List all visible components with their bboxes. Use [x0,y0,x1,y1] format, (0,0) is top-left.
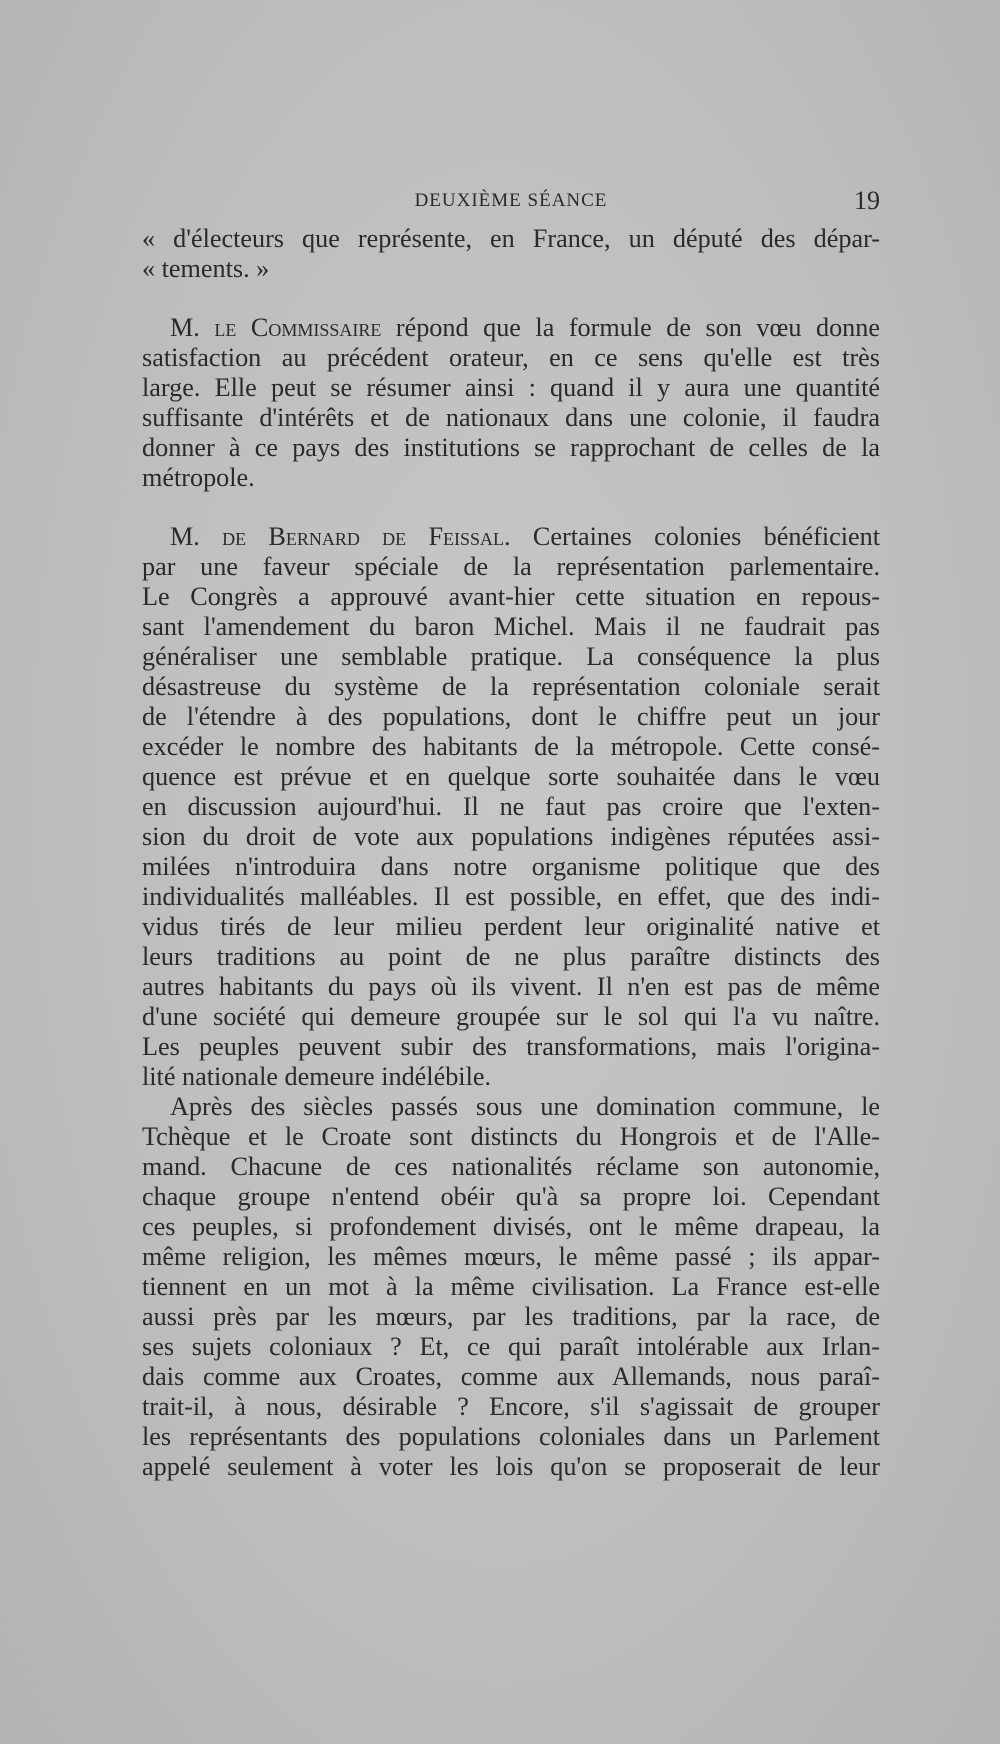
text-line: « d'électeurs que représente, en France, un député des dépar- [142,224,880,253]
section-title: DEUXIÈME SÉANCE [414,190,608,211]
text-line: répond que la formule de son vœu donne [381,313,880,342]
text-line: Après des siècles passés sous une domination commune, le [170,1092,880,1121]
text-line: vidus tirés de leur milieu perdent leur originalité native et [142,912,880,941]
text-line: Les peuples peuvent subir des transformations, mais l'origina- [142,1032,880,1061]
text-line: autres habitants du pays où ils vivent. Il n'en est pas de même [142,972,880,1001]
running-header [142,186,880,220]
text-line: Certaines colonies bénéficient [510,522,880,551]
text-line: désastreuse du système de la représentation coloniale serait [142,672,880,701]
text-line: trait-il, à nous, désirable ? Encore, s'il s'agissait de grouper [142,1392,880,1421]
paragraph-gap [142,493,880,522]
text-line: métropole. [142,463,255,492]
text-line: individualités malléables. Il est possible, en effet, que des indi- [142,882,880,911]
body-text [142,224,880,1482]
text-line: dais comme aux Croates, comme aux Allemands, nous paraî- [142,1362,880,1391]
text-line: excéder le nombre des habitants de la métropole. Cette consé- [142,732,880,761]
text-line-with-speaker [142,313,880,343]
text-line: mand. Chacune de ces nationalités réclame son autonomie, [142,1152,880,1181]
text-line: Le Congrès a approuvé avant-hier cette situation en repous- [142,582,880,611]
page-number: 19 [854,186,880,215]
text-line: par une faveur spéciale de la représentation parlementaire. [142,552,880,581]
text-line: chaque groupe n'entend obéir qu'à sa propre loi. Cependant [142,1182,880,1211]
text-line: de l'étendre à des populations, dont le chiffre peut un jour [142,702,880,731]
text-line: tiennent en un mot à la même civilisation. La France est-elle [142,1272,880,1301]
text-line: « tements. » [142,254,270,283]
text-line-with-speaker [142,522,880,552]
text-line: sant l'amendement du baron Michel. Mais il ne faudrait pas [142,612,880,641]
speaker-name: M. le Commissaire [170,313,382,342]
text-line: les représentants des populations coloniales dans un Parlement [142,1422,880,1451]
text-line: donner à ce pays des institutions se rapprochant de celles de la [142,433,880,462]
text-line: satisfaction au précédent orateur, en ce sens qu'elle est très [142,343,880,372]
text-line: d'une société qui demeure groupée sur le sol qui l'a vu naître. [142,1002,880,1031]
text-line: appelé seulement à voter les lois qu'on se proposerait de leur [142,1452,880,1481]
text-line: ces peuples, si profondement divisés, ont le même drapeau, la [142,1212,880,1241]
text-line: leurs traditions au point de ne plus paraître distincts des [142,942,880,971]
text-line: suffisante d'intérêts et de nationaux dans une colonie, il faudra [142,403,880,432]
text-line: même religion, les mêmes mœurs, le même passé ; ils appar- [142,1242,880,1271]
speaker-name: M. de Bernard de Feissal. [170,522,511,551]
text-line: milées n'introduira dans notre organisme politique que des [142,852,880,881]
text-line: lité nationale demeure indélébile. [142,1062,492,1091]
text-line: Tchèque et le Croate sont distincts du Hongrois et de l'Alle- [142,1122,880,1151]
text-line: large. Elle peut se résumer ainsi : quand il y aura une quantité [142,373,880,402]
text-line: quence est prévue et en quelque sorte souhaitée dans le vœu [142,762,880,791]
text-line: en discussion aujourd'hui. Il ne faut pas croire que l'exten- [142,792,880,821]
paragraph-gap [142,284,880,313]
text-line: ses sujets coloniaux ? Et, ce qui paraît intolérable aux Irlan- [142,1332,880,1361]
text-line: généraliser une semblable pratique. La conséquence la plus [142,642,880,671]
text-line: sion du droit de vote aux populations indigènes réputées assi- [142,822,880,851]
text-line: aussi près par les mœurs, par les traditions, par la race, de [142,1302,880,1331]
